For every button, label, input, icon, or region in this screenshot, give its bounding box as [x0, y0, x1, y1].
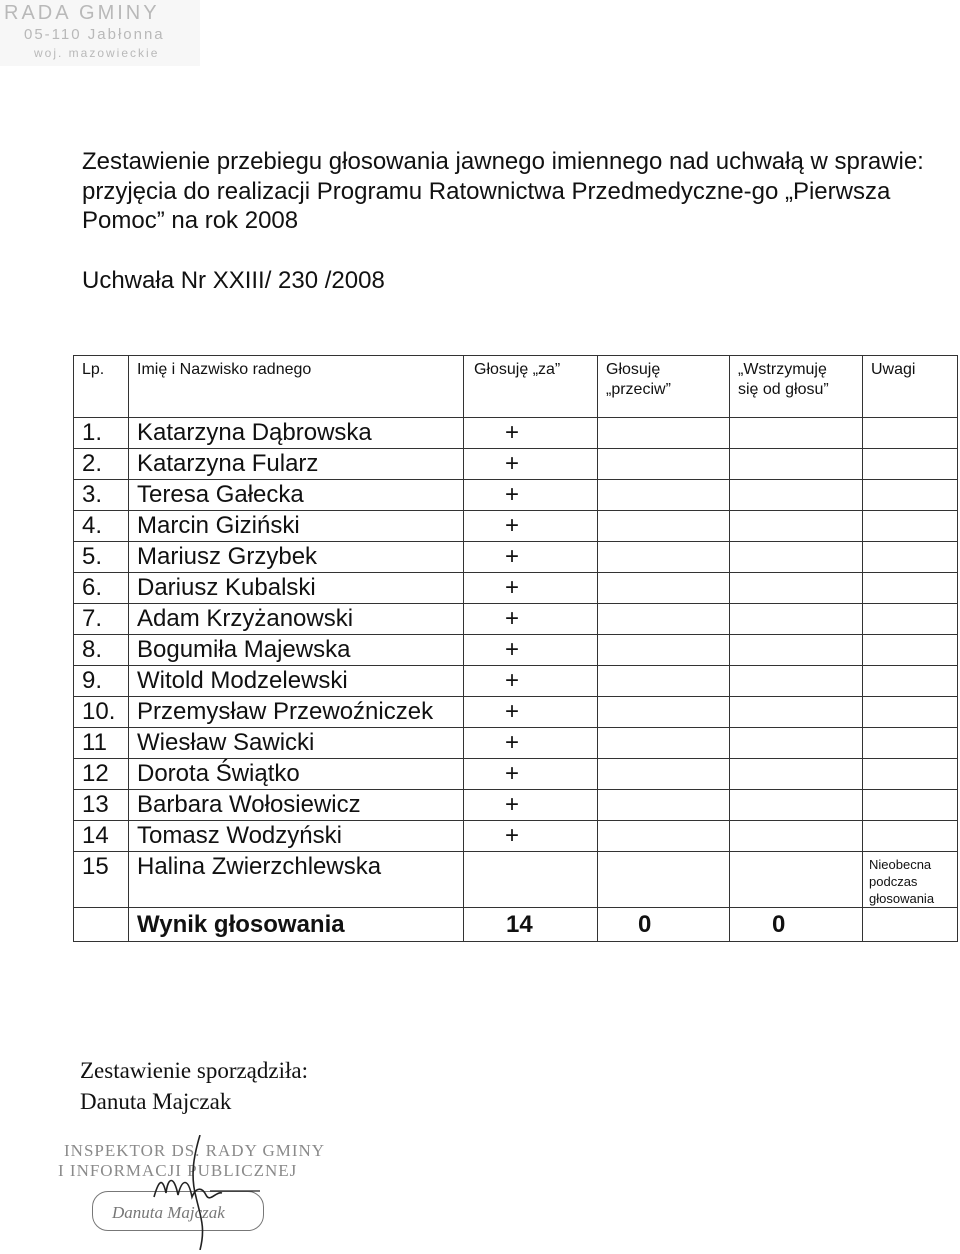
- header-abstain: [730, 356, 863, 418]
- row-vote-against: [598, 511, 730, 542]
- header-abstain-line2: się od głosu”: [738, 381, 829, 398]
- stamp-line-voivodeship: woj. mazowieckie: [34, 46, 160, 60]
- table-row: [74, 759, 958, 790]
- row-lp: 4.: [74, 511, 129, 542]
- stamp-line-department: I INFORMACJI PUBLICZNEJ: [58, 1161, 298, 1180]
- table-row: [74, 821, 958, 852]
- row-name: Dorota Świątko: [129, 759, 464, 790]
- row-abstain: [730, 604, 863, 635]
- row-name: Bogumiła Majewska: [129, 635, 464, 666]
- row-note: [863, 666, 958, 697]
- row-abstain: [730, 542, 863, 573]
- header-vote-against-line2: „przeciw”: [606, 381, 671, 398]
- row-vote-against: [598, 604, 730, 635]
- row-name: Marcin Giziński: [129, 511, 464, 542]
- table-row: [74, 480, 958, 511]
- header-abstain-line1: „Wstrzymuję: [738, 361, 827, 378]
- row-lp: 14: [74, 821, 129, 852]
- prepared-by-name: Danuta Majczak: [80, 1089, 232, 1114]
- table-row: [74, 728, 958, 759]
- table-row: [74, 542, 958, 573]
- table-row: [74, 573, 958, 604]
- header-notes: Uwagi: [863, 356, 958, 418]
- stamp-line-postcode: 05-110 Jabłonna: [24, 26, 165, 43]
- stamp-line-title: INSPEKTOR DS. RADY GMINY: [64, 1141, 326, 1160]
- result-note-empty: [863, 908, 958, 942]
- row-name: Barbara Wołosiewicz: [129, 790, 464, 821]
- row-name: Przemysław Przewoźniczek: [129, 697, 464, 728]
- row-lp: 15: [74, 852, 129, 908]
- row-vote-for: +: [464, 790, 598, 821]
- row-abstain: [730, 790, 863, 821]
- table-row: [74, 666, 958, 697]
- row-abstain: [730, 697, 863, 728]
- table-row: [74, 418, 958, 449]
- row-name: Katarzyna Dąbrowska: [129, 418, 464, 449]
- row-vote-against: [598, 697, 730, 728]
- row-name: Tomasz Wodzyński: [129, 821, 464, 852]
- row-abstain: [730, 480, 863, 511]
- row-vote-against: [598, 790, 730, 821]
- row-vote-for: +: [464, 449, 598, 480]
- row-lp: 11: [74, 728, 129, 759]
- prepared-by-label: Zestawienie sporządziła:: [80, 1058, 308, 1083]
- row-lp: 6.: [74, 573, 129, 604]
- header-lp: Lp.: [74, 356, 129, 418]
- row-vote-against: [598, 635, 730, 666]
- stamp-line-council: RADA GMINY: [4, 2, 160, 24]
- row-vote-for: +: [464, 542, 598, 573]
- row-vote-against: [598, 449, 730, 480]
- row-note: [863, 728, 958, 759]
- row-vote-against: [598, 759, 730, 790]
- result-lp-empty: [74, 908, 129, 942]
- handwritten-signature: [50, 1135, 320, 1250]
- row-note: [863, 821, 958, 852]
- row-note: [863, 635, 958, 666]
- row-vote-for: +: [464, 697, 598, 728]
- row-note: [863, 449, 958, 480]
- official-stamp: [50, 1135, 326, 1250]
- table-row: [74, 852, 958, 908]
- row-abstain: [730, 511, 863, 542]
- row-note: [863, 759, 958, 790]
- result-label: Wynik głosowania: [129, 908, 464, 942]
- table-row: [74, 604, 958, 635]
- row-name: Witold Modzelewski: [129, 666, 464, 697]
- table-row: [74, 790, 958, 821]
- row-vote-against: [598, 852, 730, 908]
- row-vote-for: +: [464, 418, 598, 449]
- row-lp: 1.: [74, 418, 129, 449]
- resolution-number: Uchwała Nr XXIII/ 230 /2008: [82, 267, 385, 294]
- header-vote-against: [598, 356, 730, 418]
- table-row: [74, 697, 958, 728]
- row-abstain: [730, 728, 863, 759]
- document-title: Zestawienie przebiegu głosowania jawnego imiennego nad uchwałą w sprawie: przyjęcia do realizacji Programu Ratownictwa Przedmedyczne-go „Pierwsza Pomoc” na rok 2008: [82, 148, 924, 234]
- prepared-by: [80, 1055, 308, 1117]
- row-vote-for: [464, 852, 598, 908]
- row-note: [863, 418, 958, 449]
- row-abstain: [730, 635, 863, 666]
- row-note: [863, 697, 958, 728]
- result-row: [74, 908, 958, 942]
- row-vote-against: [598, 573, 730, 604]
- row-vote-for: +: [464, 480, 598, 511]
- row-abstain: [730, 573, 863, 604]
- row-lp: 3.: [74, 480, 129, 511]
- row-name: Adam Krzyżanowski: [129, 604, 464, 635]
- row-note: [863, 573, 958, 604]
- row-note: [863, 852, 958, 908]
- row-vote-for: +: [464, 573, 598, 604]
- table-header-row: [74, 356, 958, 418]
- voting-table: [73, 355, 958, 942]
- row-note: [863, 604, 958, 635]
- row-vote-for: +: [464, 511, 598, 542]
- row-abstain: [730, 449, 863, 480]
- row-name: Teresa Gałecka: [129, 480, 464, 511]
- result-abstain-total: 0: [730, 908, 863, 942]
- header-name: Imię i Nazwisko radnego: [129, 356, 464, 418]
- table-row: [74, 511, 958, 542]
- row-abstain: [730, 759, 863, 790]
- row-lp: 10.: [74, 697, 129, 728]
- row-note: [863, 790, 958, 821]
- row-name: Wiesław Sawicki: [129, 728, 464, 759]
- row-lp: 12: [74, 759, 129, 790]
- row-vote-against: [598, 480, 730, 511]
- row-vote-against: [598, 728, 730, 759]
- row-note: [863, 542, 958, 573]
- result-for-total: 14: [464, 908, 598, 942]
- row-abstain: [730, 821, 863, 852]
- row-abstain: [730, 852, 863, 908]
- row-note: [863, 480, 958, 511]
- row-lp: 13: [74, 790, 129, 821]
- note-line: podczas: [869, 874, 918, 889]
- council-stamp: [0, 0, 200, 66]
- row-vote-for: +: [464, 728, 598, 759]
- row-vote-for: +: [464, 666, 598, 697]
- row-vote-for: +: [464, 821, 598, 852]
- row-vote-against: [598, 542, 730, 573]
- result-against-total: 0: [598, 908, 730, 942]
- row-lp: 7.: [74, 604, 129, 635]
- row-lp: 5.: [74, 542, 129, 573]
- row-vote-against: [598, 821, 730, 852]
- row-lp: 8.: [74, 635, 129, 666]
- row-vote-against: [598, 418, 730, 449]
- row-note: [863, 511, 958, 542]
- row-name: Halina Zwierzchlewska: [129, 852, 464, 908]
- row-vote-for: +: [464, 759, 598, 790]
- table-row: [74, 449, 958, 480]
- row-vote-for: +: [464, 604, 598, 635]
- row-vote-against: [598, 666, 730, 697]
- row-vote-for: +: [464, 635, 598, 666]
- header-vote-for: Głosuję „za”: [464, 356, 598, 418]
- row-lp: 9.: [74, 666, 129, 697]
- row-name: Katarzyna Fularz: [129, 449, 464, 480]
- row-lp: 2.: [74, 449, 129, 480]
- note-line: głosowania: [869, 891, 935, 906]
- row-abstain: [730, 666, 863, 697]
- note-line: Nieobecna: [869, 857, 932, 872]
- table-row: [74, 635, 958, 666]
- row-name: Dariusz Kubalski: [129, 573, 464, 604]
- row-name: Mariusz Grzybek: [129, 542, 464, 573]
- stamp-name: Danuta Majczak: [112, 1203, 225, 1222]
- row-abstain: [730, 418, 863, 449]
- header-vote-against-line1: Głosuję: [606, 361, 661, 378]
